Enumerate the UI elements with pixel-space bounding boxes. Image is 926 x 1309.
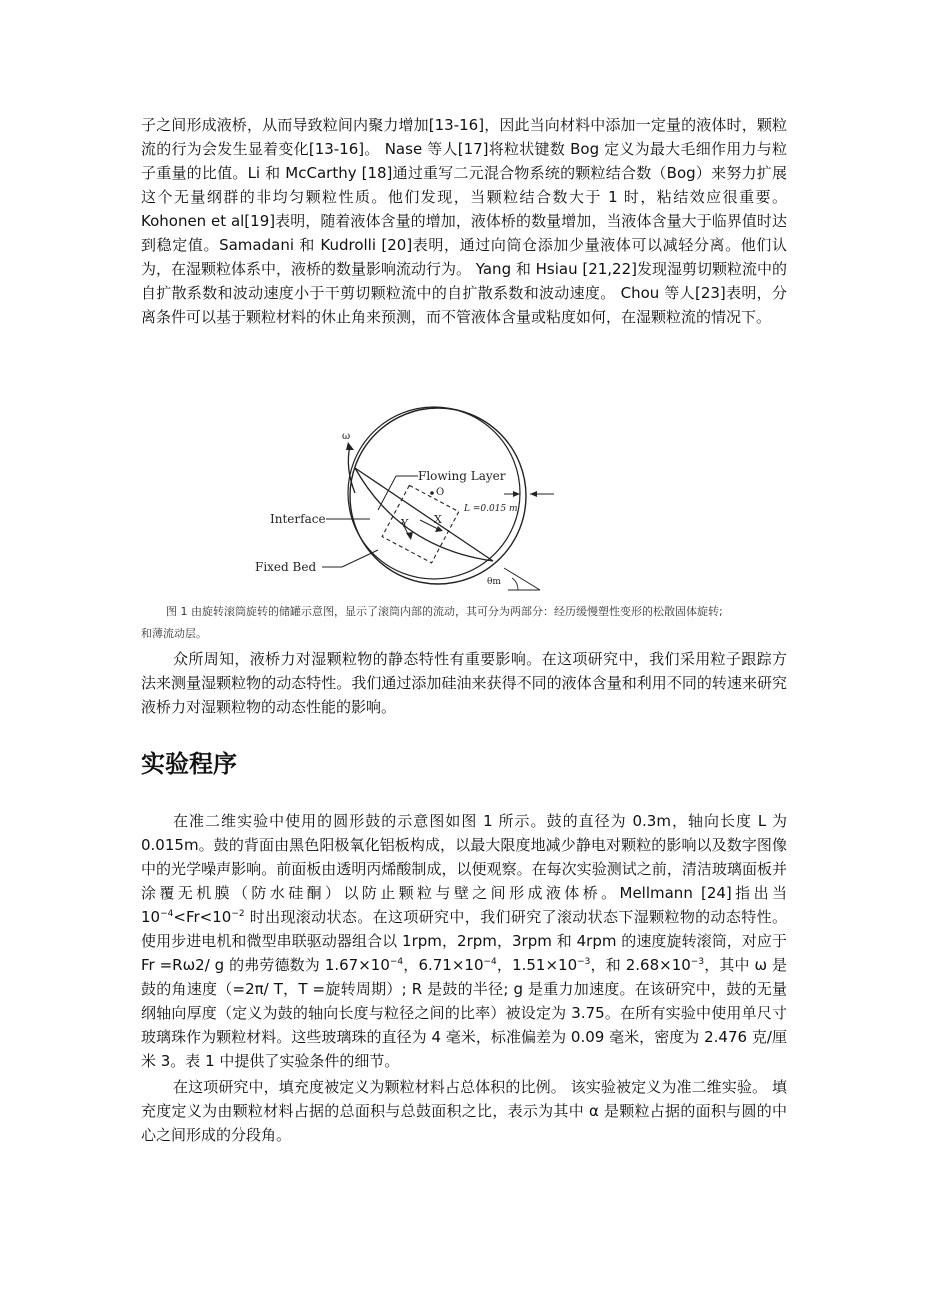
angle-arc [512,578,518,590]
p3-text-c: <Fr<10 [173,908,232,926]
p3-text-h: ，和 2.68×10 [590,956,691,974]
fill-level-paragraph: 在这项研究中，填充度被定义为颗粒材料占总体积的比例。 该实验被定义为准二维实验。 填充度定义为由颗粒材料占据的总面积与总鼓面积之比，表示为其中 α 是颗粒占据的面积与圆的中心之间形成的分段角。 [141,1078,787,1144]
p3-sup-e: −4 [389,957,404,967]
rotating-drum-diagram [250,398,570,598]
figure-1 [250,398,570,598]
p3-sup-f: −4 [483,957,497,967]
flowing-layer-label: Flowing Layer [418,469,506,483]
fixed-bed-leader [342,550,378,567]
experiment-paragraph [141,809,787,1073]
p3-sup-g: −3 [577,957,591,967]
figure-caption [141,601,787,645]
y-label: Y [401,517,409,530]
p3-sup-c: −2 [231,909,245,919]
p3-text-d: 时出现滚动状态。在这项研究中，我们研究了滚动状态下湿颗粒物的动态特性。使用步进电机和微型串联驱动器组合以 1rpm，2rpm，3rpm 和 4rpm 的速度旋转滚筒，对应于 Fr =Rω2/ g 的弗劳德数为 [141,908,787,974]
section-heading: 实验程序 [141,750,237,778]
x-label: X [434,513,442,526]
drum-inner-ring [348,407,520,579]
center-dot [430,491,434,495]
p3-sup-b: −4 [160,909,174,919]
omega-label: ω [342,431,351,442]
intro-paragraph: 子之间形成液桥，从而导致粒间内聚力增加[13-16]，因此当向材料中添加一定量的液体时，颗粒流的行为会发生显着变化[13-16]。 Nase 等人[17]将粒状键数 Bog 定义为最大毛细作用力与粒子重量的比值。Li 和 McCarthy [18]通过重写二元混合物系统的颗粒结合数（Bog）来努力扩展这个无量纲群的非均匀颗粒性质。他们发现，当颗粒结合数大于 1 时，粘结效应很重要。Kohonen et al[19]表明，随着液体含量的增加，液体桥的数量增加，当液体含量大于临界值时达到稳定值。Samadani 和 Kudrolli [20]表明，通过向筒仓添加少量液体可以减轻分离。他们认为，在湿颗粒体系中，液桥的数量影响流动行为。 Yang 和 Hsiau [21,22]发现湿剪切颗粒流中的自扩散系数和波动速度小于干剪切颗粒流中的自扩散系数和波动速度。 Chou 等人[23]表明，分离条件可以基于颗粒材料的休止角来预测，而不管液体含量或粘度如何，在湿颗粒流的情况下。 [141,116,787,326]
theta-label: θm [487,577,501,587]
interface-label: Interface [270,512,326,526]
fixed-bed-label: Fixed Bed [255,560,317,574]
length-arrowhead-left [513,491,520,497]
flowing-layer-leader [378,476,396,510]
p3-text-f: ，6.71×10 [403,956,484,974]
center-label: O [436,487,445,498]
p3-text-b: 10 [141,908,161,926]
caption-line-2: 和薄流动层。 [141,627,207,640]
y-arrowhead [406,532,413,540]
p3-text-g: ，1.51×10 [496,956,578,974]
angle-slope [504,568,540,590]
length-label: L =0.015 m [464,504,518,514]
p3-text-e: 1.67×10 [324,956,390,974]
p3-text-a: 在准二维实验中使用的圆形鼓的示意图如图 1 所示。鼓的直径为 0.3m，轴向长度 L 为 0.015m。鼓的背面由黑色阳极氧化铝板构成，以最大限度地减少静电对颗粒的影响以及数字图像中的光学噪声影响。前面板由透明丙烯酸制成，以便观察。在每次实验测试之前，清洁玻璃面板并涂覆无机膜（防水硅酮）以防止颗粒与壁之间形成液体桥。Mellmann [24]指出当 [141,812,787,902]
measurement-box [382,485,459,563]
rotation-arrowhead [346,442,354,450]
liquid-bridge-paragraph: 众所周知，液桥力对湿颗粒物的静态特性有重要影响。在这项研究中，我们采用粒子跟踪方法来测量湿颗粒物的动态特性。我们通过添加硅油来获得不同的液体含量和利用不同的转速来研究液桥力对湿颗粒物的动态性能的影响。 [141,650,787,716]
caption-line-1: 图 1 由旋转滚筒旋转的储罐示意图，显示了滚筒内部的流动，其可分为两部分：经历缓慢塑性变形的松散固体旋转; [166,605,723,618]
length-arrowhead-right [530,491,537,497]
p3-text-i: ，其中 ω 是鼓的角速度（=2π/ T，T =旋转周期）; R 是鼓的半径; g 是重力加速度。在该研究中，鼓的无量纲轴向厚度（定义为鼓的轴向长度与粒径之间的比率）被设定为 3.75。在所有实验中使用单尺寸玻璃珠作为颗粒材料。这些玻璃珠的直径为 4 毫米，标准偏差为 0.09 毫米，密度为 2.476 克/厘米 3。表 1 中提供了实验条件的细节。 [141,956,788,1070]
p3-sup-h: −3 [690,957,705,967]
